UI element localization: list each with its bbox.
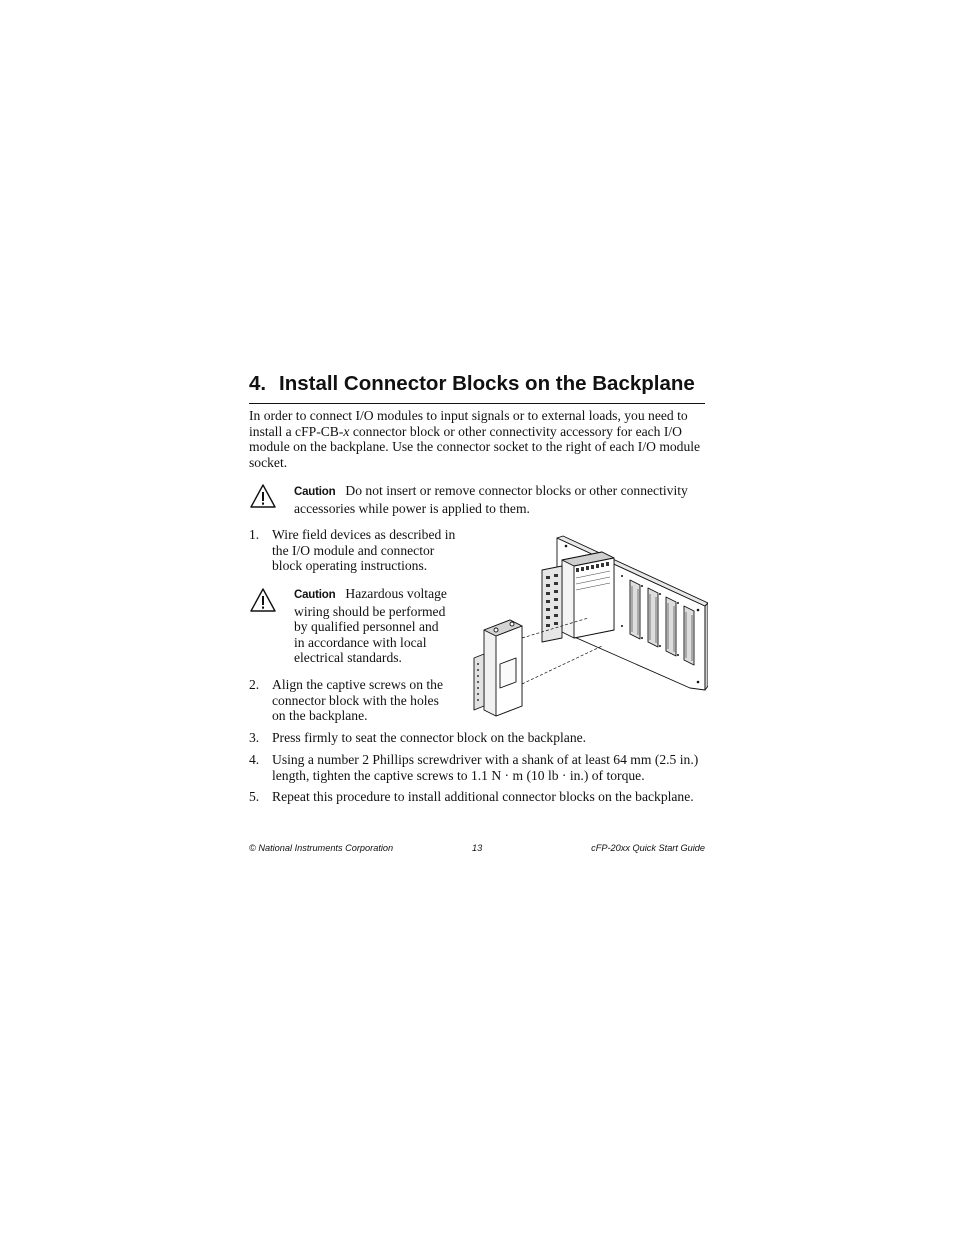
caution-note-hazardous-voltage <box>294 586 464 666</box>
step-4 <box>249 752 705 784</box>
step-line: Align the captive screws on the <box>272 677 444 692</box>
step-line: length, tighten the captive screws to 1.1 N · m (10 lb · in.) of torque. <box>272 767 645 783</box>
footer-guide-title: cFP-20xx Quick Start Guide <box>591 843 705 853</box>
caution-line: in accordance with local <box>294 634 427 650</box>
step-line: on the backplane. <box>272 708 368 724</box>
step-number: 2. <box>249 677 260 692</box>
caution-line: Hazardous voltage <box>345 586 447 601</box>
document-page <box>249 0 705 1235</box>
intro-text-before: In order to connect I/O modules to input signals or to external loads, you need to install a cFP-CB- <box>249 408 688 439</box>
step-line: Press firmly to seat the connector block on the backplane. <box>272 730 587 745</box>
step-1 <box>249 527 459 575</box>
caution-line: by qualified personnel and <box>294 619 439 635</box>
intro-text-after: connector block or other connectivity accessory for each I/O module on the backplane. Use the connector socket to the right of each I/O module socket. <box>249 423 701 470</box>
step-text <box>272 752 698 783</box>
connector-block-backplane-illustration <box>462 534 708 720</box>
step-5 <box>249 789 705 805</box>
step-text <box>272 677 443 724</box>
caution-line: wiring should be performed <box>294 603 446 619</box>
step-text <box>272 789 694 805</box>
step-number: 5. <box>249 789 260 804</box>
section-title: Install Connector Blocks on the Backplane <box>279 372 695 395</box>
step-line: block operating instructions. <box>272 558 428 574</box>
section-heading <box>249 372 705 404</box>
section-number: 4. <box>249 372 267 395</box>
intro-text-italic: x <box>343 423 350 439</box>
step-number: 4. <box>249 752 260 767</box>
caution-label: Caution <box>294 486 336 498</box>
step-text <box>272 527 455 574</box>
warning-triangle-icon <box>250 483 276 509</box>
step-line: Wire field devices as described in <box>272 527 456 542</box>
footer-page-number: 13 <box>472 843 483 853</box>
step-2 <box>249 677 459 725</box>
warning-triangle-icon <box>250 587 276 613</box>
step-line: the I/O module and connector <box>272 542 435 558</box>
caution-note-power <box>294 483 705 516</box>
step-line: connector block with the holes <box>272 692 439 708</box>
step-line: Repeat this procedure to install additional connector blocks on the backplane. <box>272 789 694 804</box>
step-number: 1. <box>249 527 260 542</box>
footer-copyright: © National Instruments Corporation <box>249 843 394 853</box>
caution-line: electrical standards. <box>294 650 402 666</box>
caution-label: Caution <box>294 589 336 601</box>
step-number: 3. <box>249 730 260 745</box>
intro-paragraph <box>249 408 705 470</box>
step-text <box>272 730 586 746</box>
caution-text: Do not insert or remove connector blocks or other connectivity accessories while power is applied to them. <box>294 483 688 516</box>
step-3 <box>249 730 705 746</box>
step-line: Using a number 2 Phillips screwdriver with a shank of at least 64 mm (2.5 in.) <box>272 752 699 767</box>
